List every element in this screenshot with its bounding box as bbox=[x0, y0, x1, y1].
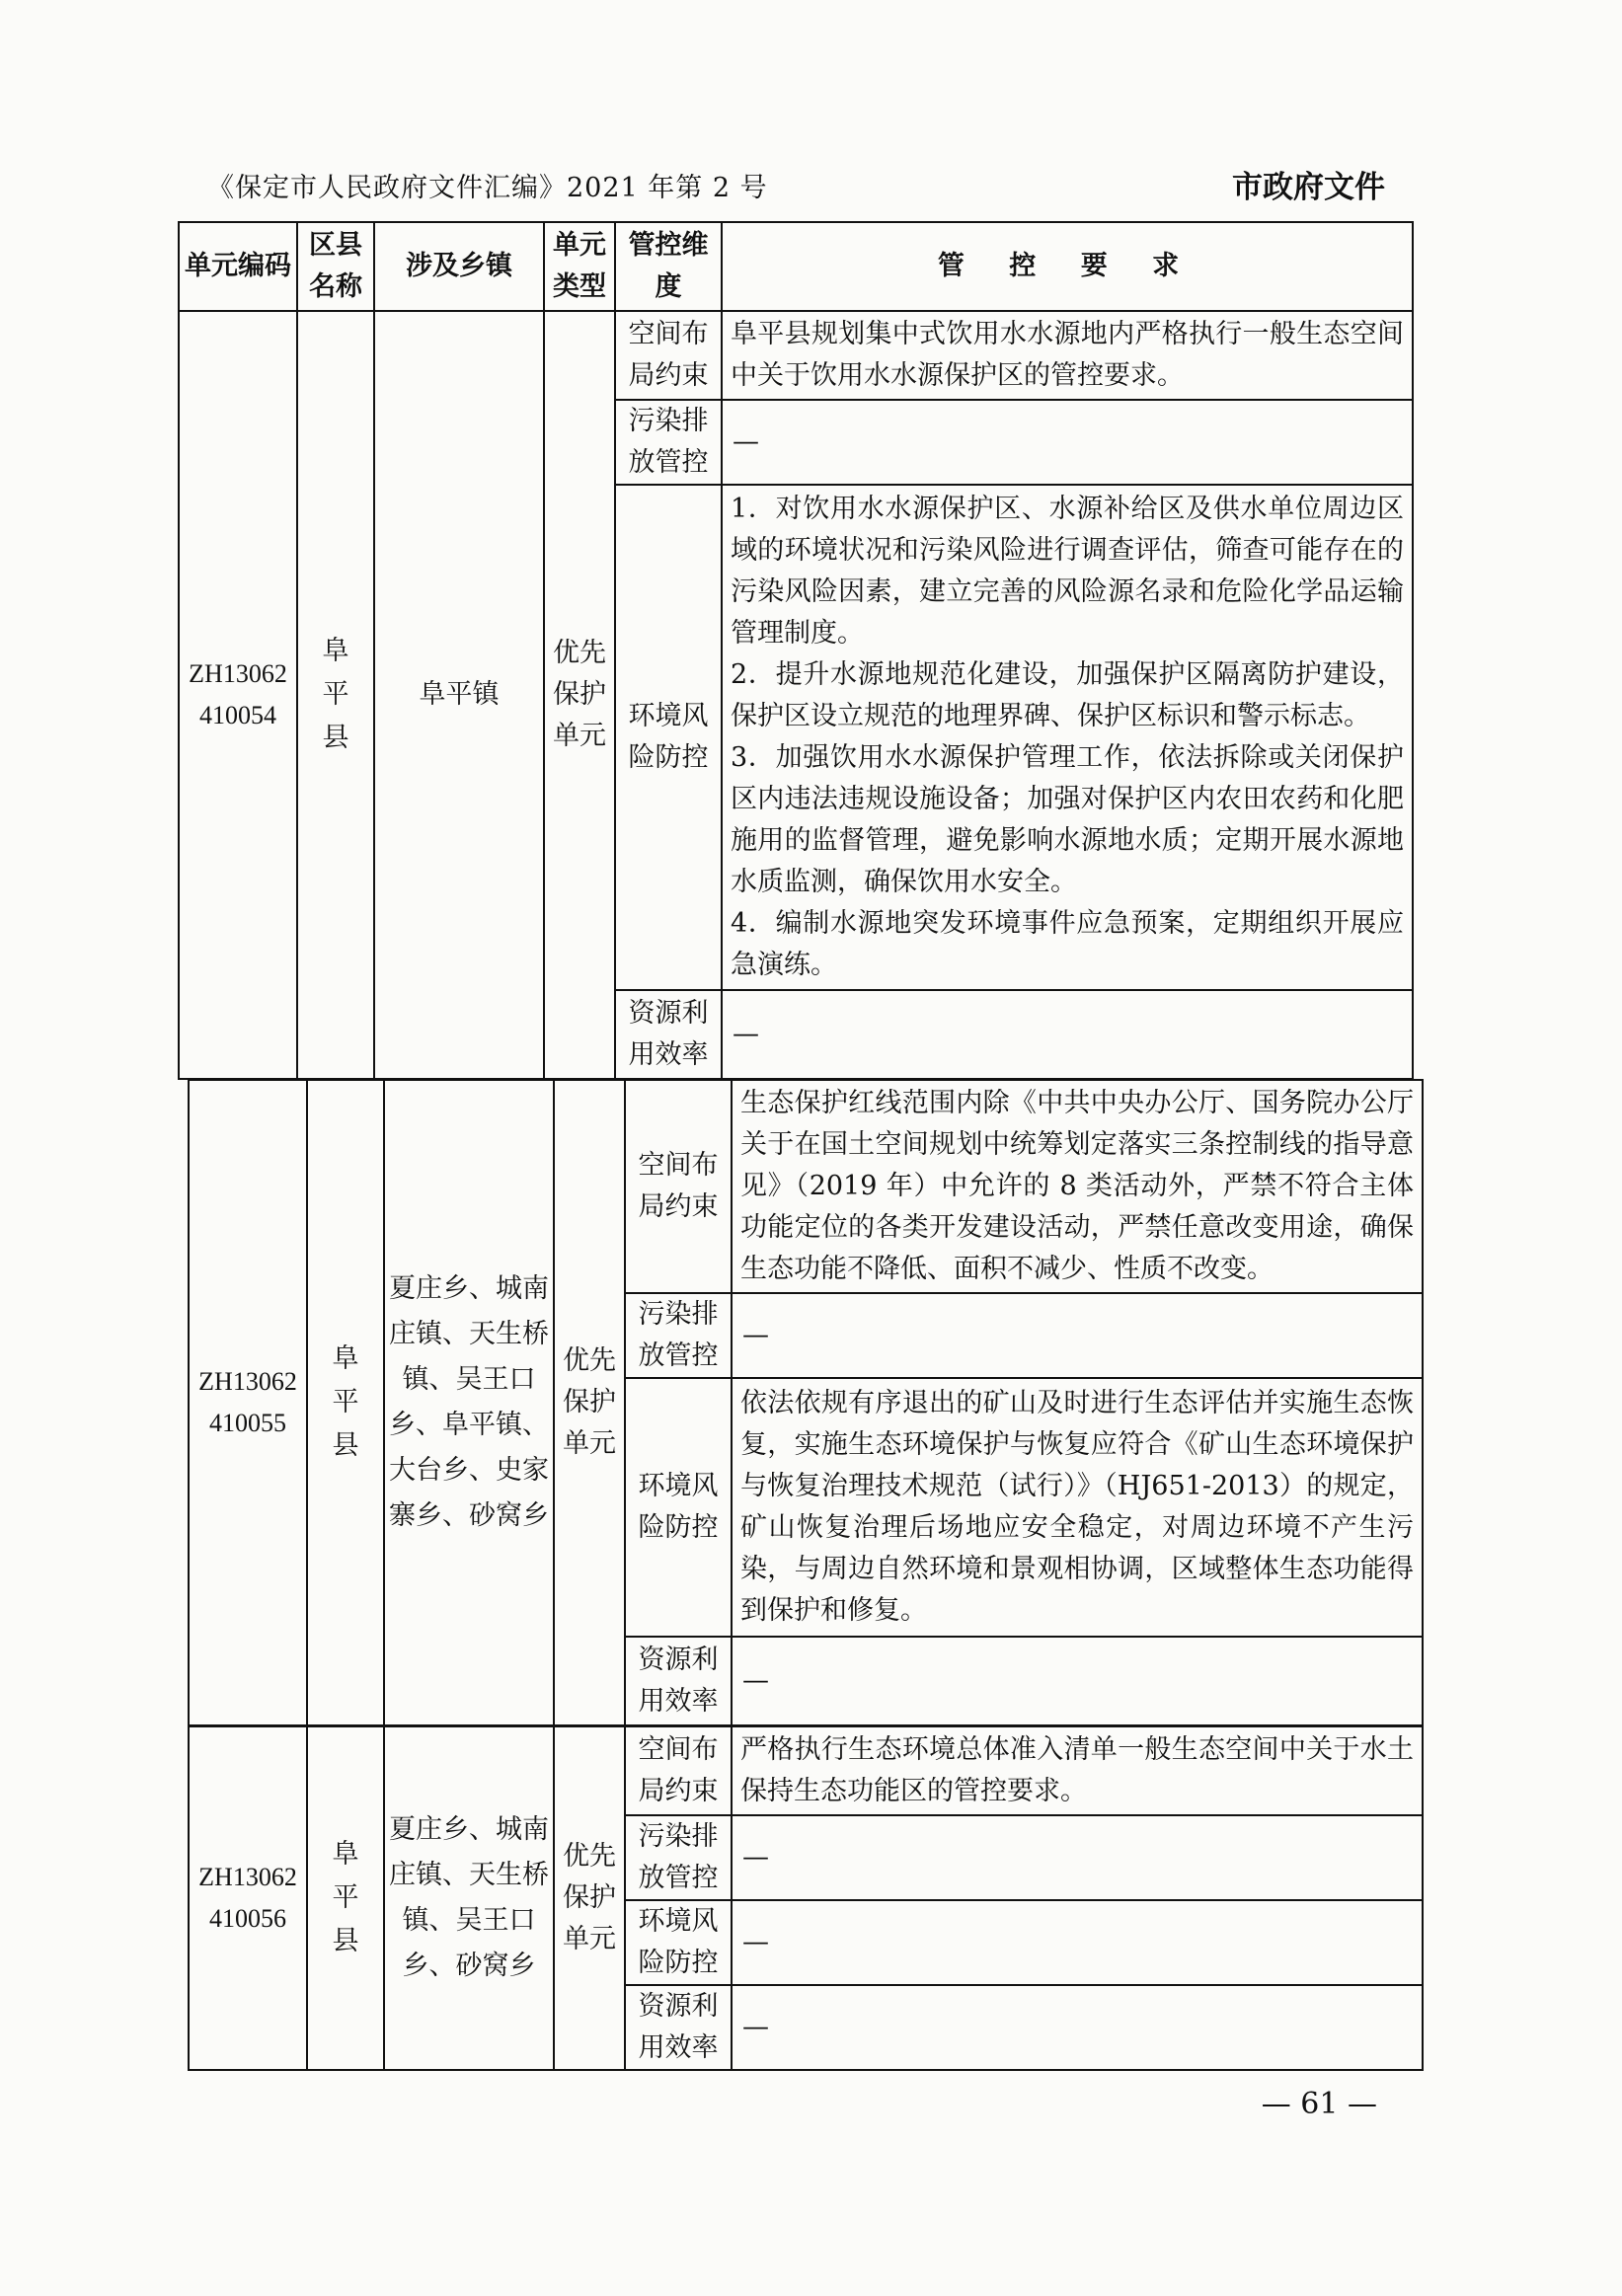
unit-type: 优先保护单元 bbox=[554, 1726, 625, 2070]
requirement: — bbox=[722, 990, 1413, 1079]
towns: 夏庄乡、城南庄镇、天生桥镇、吴王口乡、阜平镇、大台乡、史家寨乡、砂窝乡 bbox=[384, 1080, 554, 1725]
requirement: — bbox=[732, 1815, 1423, 1900]
dimension: 空间布局约束 bbox=[615, 311, 722, 400]
dimension: 资源利用效率 bbox=[625, 1637, 732, 1725]
requirement: 依法依规有序退出的矿山及时进行生态评估并实施生态恢复，实施生态环境保护与恢复应符合《矿山生态环境保护与恢复治理技术规范（试行）》（HJ651-2013）的规定，矿山恢复治理后场地应安全稳定，对周边环境不产生污染，与周边自然环境和景观相协调，区域整体生态功能得到保护和修复。 bbox=[732, 1378, 1423, 1637]
dimension: 污染排放管控 bbox=[615, 400, 722, 485]
col-header-towns: 涉及乡镇 bbox=[374, 222, 544, 311]
dimension: 资源利用效率 bbox=[615, 990, 722, 1079]
col-header-code: 单元编码 bbox=[179, 222, 297, 311]
dimension: 环境风险防控 bbox=[625, 1900, 732, 1985]
table-row bbox=[179, 311, 1413, 400]
col-header-county: 区县名称 bbox=[297, 222, 374, 311]
control-table-unit-410054 bbox=[178, 221, 1414, 1080]
requirement: — bbox=[722, 400, 1413, 485]
requirement: 生态保护红线范围内除《中共中央办公厅、国务院办公厅关于在国土空间规划中统筹划定落实三条控制线的指导意见》（2019 年）中允许的 8 类活动外，严禁不符合主体功能定位的各类开发建设活动，严禁任意改变用途，确保生态功能不降低、面积不减少、性质不改变。 bbox=[732, 1080, 1423, 1293]
requirement: — bbox=[732, 1293, 1423, 1378]
dimension: 空间布局约束 bbox=[625, 1726, 732, 1815]
control-table-unit-410056 bbox=[188, 1725, 1424, 2071]
county-name: 阜平县 bbox=[307, 1080, 384, 1725]
requirement-item: 1．对饮用水水源保护区、水源补给区及供水单位周边区域的环境状况和污染风险进行调查评估，筛查可能存在的污染风险因素，建立完善的风险源名录和危险化学品运输管理制度。 bbox=[731, 494, 1404, 649]
unit-type: 优先保护单元 bbox=[544, 311, 615, 1079]
towns: 阜平镇 bbox=[374, 311, 544, 1079]
requirement bbox=[722, 485, 1413, 990]
col-header-requirement: 管 控 要 求 bbox=[722, 222, 1413, 311]
requirement: — bbox=[732, 1637, 1423, 1725]
dimension: 环境风险防控 bbox=[615, 485, 722, 990]
table-header-row bbox=[179, 222, 1413, 311]
section-label: 市政府文件 bbox=[1232, 170, 1385, 205]
unit-code: ZH13062 410055 bbox=[189, 1080, 307, 1725]
requirement-item: 2．提升水源地规范化建设，加强保护区隔离防护建设，保护区设立规范的地理界碑、保护区标识和警示标志。 bbox=[731, 659, 1404, 731]
requirement: 严格执行生态环境总体准入清单一般生态空间中关于水土保持生态功能区的管控要求。 bbox=[732, 1726, 1423, 1815]
publication-title: 《保定市人民政府文件汇编》2021 年第 2 号 bbox=[207, 173, 768, 203]
county-name: 阜平县 bbox=[297, 311, 374, 1079]
dimension: 环境风险防控 bbox=[625, 1378, 732, 1637]
unit-code: ZH13062 410056 bbox=[189, 1726, 307, 2070]
col-header-unit-type: 单元类型 bbox=[544, 222, 615, 311]
dimension: 空间布局约束 bbox=[625, 1080, 732, 1293]
table-row bbox=[189, 1726, 1423, 1815]
table-row bbox=[189, 1080, 1423, 1293]
page-number: — 61 — bbox=[1261, 2087, 1377, 2121]
requirement-item: 4．编制水源地突发环境事件应急预案，定期组织开展应急演练。 bbox=[731, 908, 1404, 980]
requirement: — bbox=[732, 1985, 1423, 2070]
requirement: 阜平县规划集中式饮用水水源地内严格执行一般生态空间中关于饮用水水源保护区的管控要求。 bbox=[722, 311, 1413, 400]
col-header-dimension: 管控维度 bbox=[615, 222, 722, 311]
dimension: 资源利用效率 bbox=[625, 1985, 732, 2070]
unit-type: 优先保护单元 bbox=[554, 1080, 625, 1725]
county-name: 阜平县 bbox=[307, 1726, 384, 2070]
control-table-unit-410055 bbox=[188, 1079, 1424, 1726]
dimension: 污染排放管控 bbox=[625, 1293, 732, 1378]
requirement-item: 3．加强饮用水水源保护管理工作，依法拆除或关闭保护区内违法违规设施设备；加强对保护区内农田农药和化肥施用的监督管理，避免影响水源地水质；定期开展水源地水质监测，确保饮用水安全。 bbox=[731, 742, 1404, 897]
dimension: 污染排放管控 bbox=[625, 1815, 732, 1900]
unit-code: ZH13062 410054 bbox=[179, 311, 297, 1079]
requirement: — bbox=[732, 1900, 1423, 1985]
towns: 夏庄乡、城南庄镇、天生桥镇、吴王口乡、砂窝乡 bbox=[384, 1726, 554, 2070]
